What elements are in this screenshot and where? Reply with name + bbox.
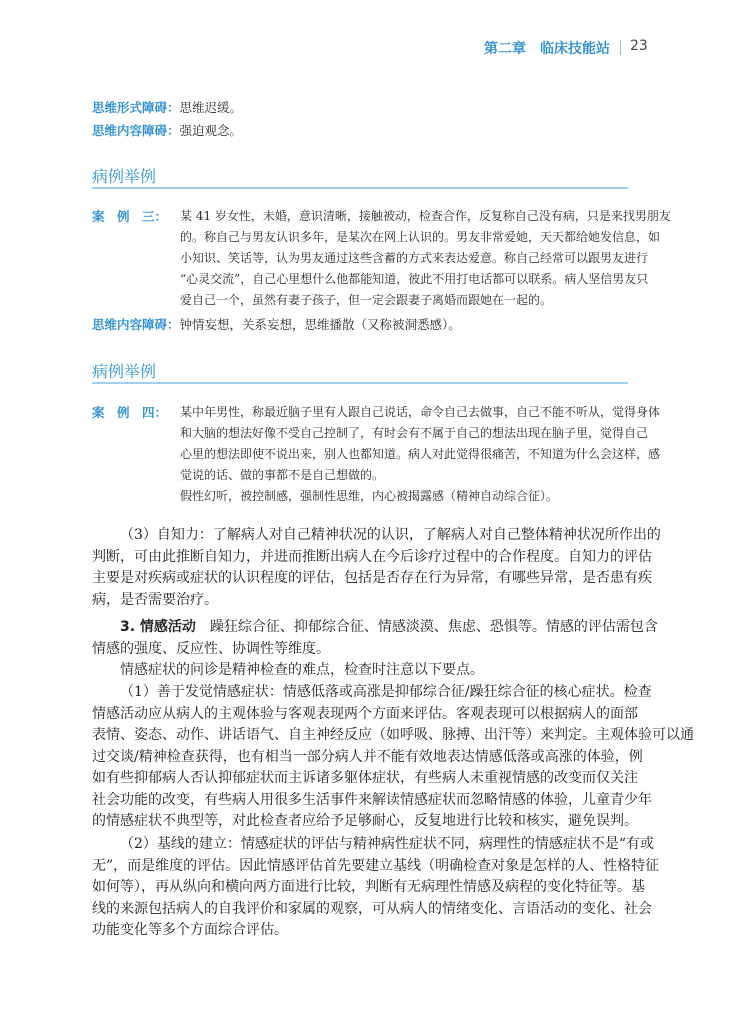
body-line: 功能变化等多个方面综合评估。 <box>92 922 288 938</box>
body-line: （3）自知力：了解病人对自己精神状况的认识，了解病人对自己整体精神状况所作出的 <box>120 527 661 543</box>
emotion-note-paragraph <box>92 660 484 682</box>
case-line: 假性幻听，被控制感，强制性思维，内心被揭露感（精神自动综合征）。 <box>180 489 559 503</box>
case-line: 某 41 岁女性，未婚，意识清晰，接触被动，检查合作，反复称自己没有病，只是来找男朋友 <box>180 209 671 223</box>
section-rule-2 <box>92 382 628 384</box>
body-line: 表情、姿态、动作、讲话语气、自主神经反应（如呼吸、脉搏、出汗等）来判定。主观体验可以通 <box>92 727 694 743</box>
thought-form-line <box>92 99 242 116</box>
body-line: 过交谈/精神检查获得，也有相当一部分病人并不能有效地表达情感低落或高涨的体验，例 <box>92 748 643 765</box>
case-three-text <box>180 206 671 311</box>
case-line: “心灵交流”，自己心里想什么他都能知道，彼此不用打电话都可以联系。病人坚信男友只 <box>180 272 649 286</box>
body-line: （2）基线的建立：情感症状的评估与精神病性症状不同，病理性的情感症状不是“有或 <box>120 836 655 852</box>
case-line: 心里的想法即使不说出来，别人也都知道。病人对此觉得很痛苦，不知道为什么会这样，感 <box>180 447 661 461</box>
page-number: 23 <box>630 38 648 54</box>
body-line: 情感症状的问诊是精神检查的难点，检查时注意以下要点。 <box>120 662 484 678</box>
section-rule-1 <box>92 187 628 189</box>
emotion-heading: 3. 情感活动 <box>120 619 196 635</box>
baseline-paragraph <box>92 834 659 942</box>
thought-content-label: 思维内容障碍： <box>92 123 180 138</box>
body-line: 的情感症状不典型等，对此检查者应给予足够耐心，反复地进行比较和核实，避免误判。 <box>92 813 638 829</box>
body-line: （1）善于发觉情感症状：情感低落或高涨是抑郁综合征/躁狂综合征的核心症状。检查 <box>120 684 652 700</box>
thought-content-text: 强迫观念。 <box>179 123 243 138</box>
section-heading-1: 病例举例 <box>92 167 157 186</box>
insight-paragraph <box>92 525 661 611</box>
body-line: 线的来源包括病人的自我评价和家属的观察，可从病人的情绪变化、言语活动的变化、社会 <box>92 900 652 917</box>
case-three <box>92 206 671 316</box>
detect-emotion-paragraph <box>92 682 694 833</box>
case-three-result <box>92 316 461 333</box>
body-line: 病，是否需要治疗。 <box>92 591 218 608</box>
case-line: 某中年男性，称最近脑子里有人跟自己说话，命令自己去做事，自己不能不听从，觉得身体 <box>180 405 661 419</box>
case-line: 爱自己一个，虽然有妻子孩子，但一定会跟妻子离婚而跟她在一起的。 <box>180 293 553 307</box>
chapter-title: 第二章 临床技能站 <box>484 41 610 57</box>
emotion-first-line <box>92 617 658 639</box>
thought-form-label: 思维形式障碍： <box>92 100 180 115</box>
body-line: 社会功能的改变，有些病人用很多生活事件来解读情感症状而忽略情感的体验，儿童青少年 <box>92 791 652 808</box>
body-line: 主要是对疾病或症状的认识程度的评估，包括是否存在行为异常，有哪些异常，是否患有疾 <box>92 570 652 586</box>
body-line: 情感活动应从病人的主观体验与客观表现两个方面来评估。客观表现可以根据病人的面部 <box>92 705 638 722</box>
body-line: 如何等），再从纵向和横向两方面进行比较，判断有无病理性情感及病程的变化特征等。基 <box>92 879 645 895</box>
case-four-label: 案 例 四： <box>92 405 168 420</box>
emotion-paragraph <box>92 617 658 660</box>
body-line: 如有些抑郁病人否认抑郁症状而主诉诸多躯体症状，有些病人未重视情感的改变而仅关注 <box>92 770 638 786</box>
case-line: 的。称自己与男友认识多年，是某次在网上认识的。男友非常爱她，天天都给她发信息，如 <box>180 230 661 244</box>
case-line: 觉说的话、做的事都不是自己想做的。 <box>180 468 385 482</box>
case-three-label: 案 例 三： <box>92 209 168 224</box>
case-three-result-label: 思维内容障碍： <box>92 317 180 332</box>
case-four <box>92 402 661 512</box>
body-line: 判断，可由此推断自知力，并进而推断出病人在今后诊疗过程中的合作程度。自知力的评估 <box>92 548 652 565</box>
case-line: 小知识、笑话等，认为男友通过这些含蓄的方式来表达爱意。称自己经常可以跟男友进行 <box>180 251 649 265</box>
body-line: 情感的强度、反应性、协调性等维度。 <box>92 640 330 657</box>
thought-content-line <box>92 122 242 139</box>
emotion-intro: 躁狂综合征、抑郁综合征、情感淡漠、焦虑、恐惧等。情感的评估需包含 <box>195 619 658 635</box>
body-line: 无”，而是维度的评估。因此情感评估首先要建立基线（明确检查对象是怎样的人、性格特征 <box>92 857 660 874</box>
section-heading-2: 病例举例 <box>92 362 157 381</box>
thought-form-text: 思维迟缓。 <box>179 100 243 115</box>
header-divider <box>620 40 621 55</box>
case-four-text <box>180 402 660 507</box>
case-line: 和大脑的想法好像不受自己控制了，有时会有不属于自己的想法出现在脑子里，觉得自己 <box>180 426 649 440</box>
case-three-result-text: 钟情妄想，关系妄想，思维播散（又称被洞悉感）。 <box>179 317 461 332</box>
